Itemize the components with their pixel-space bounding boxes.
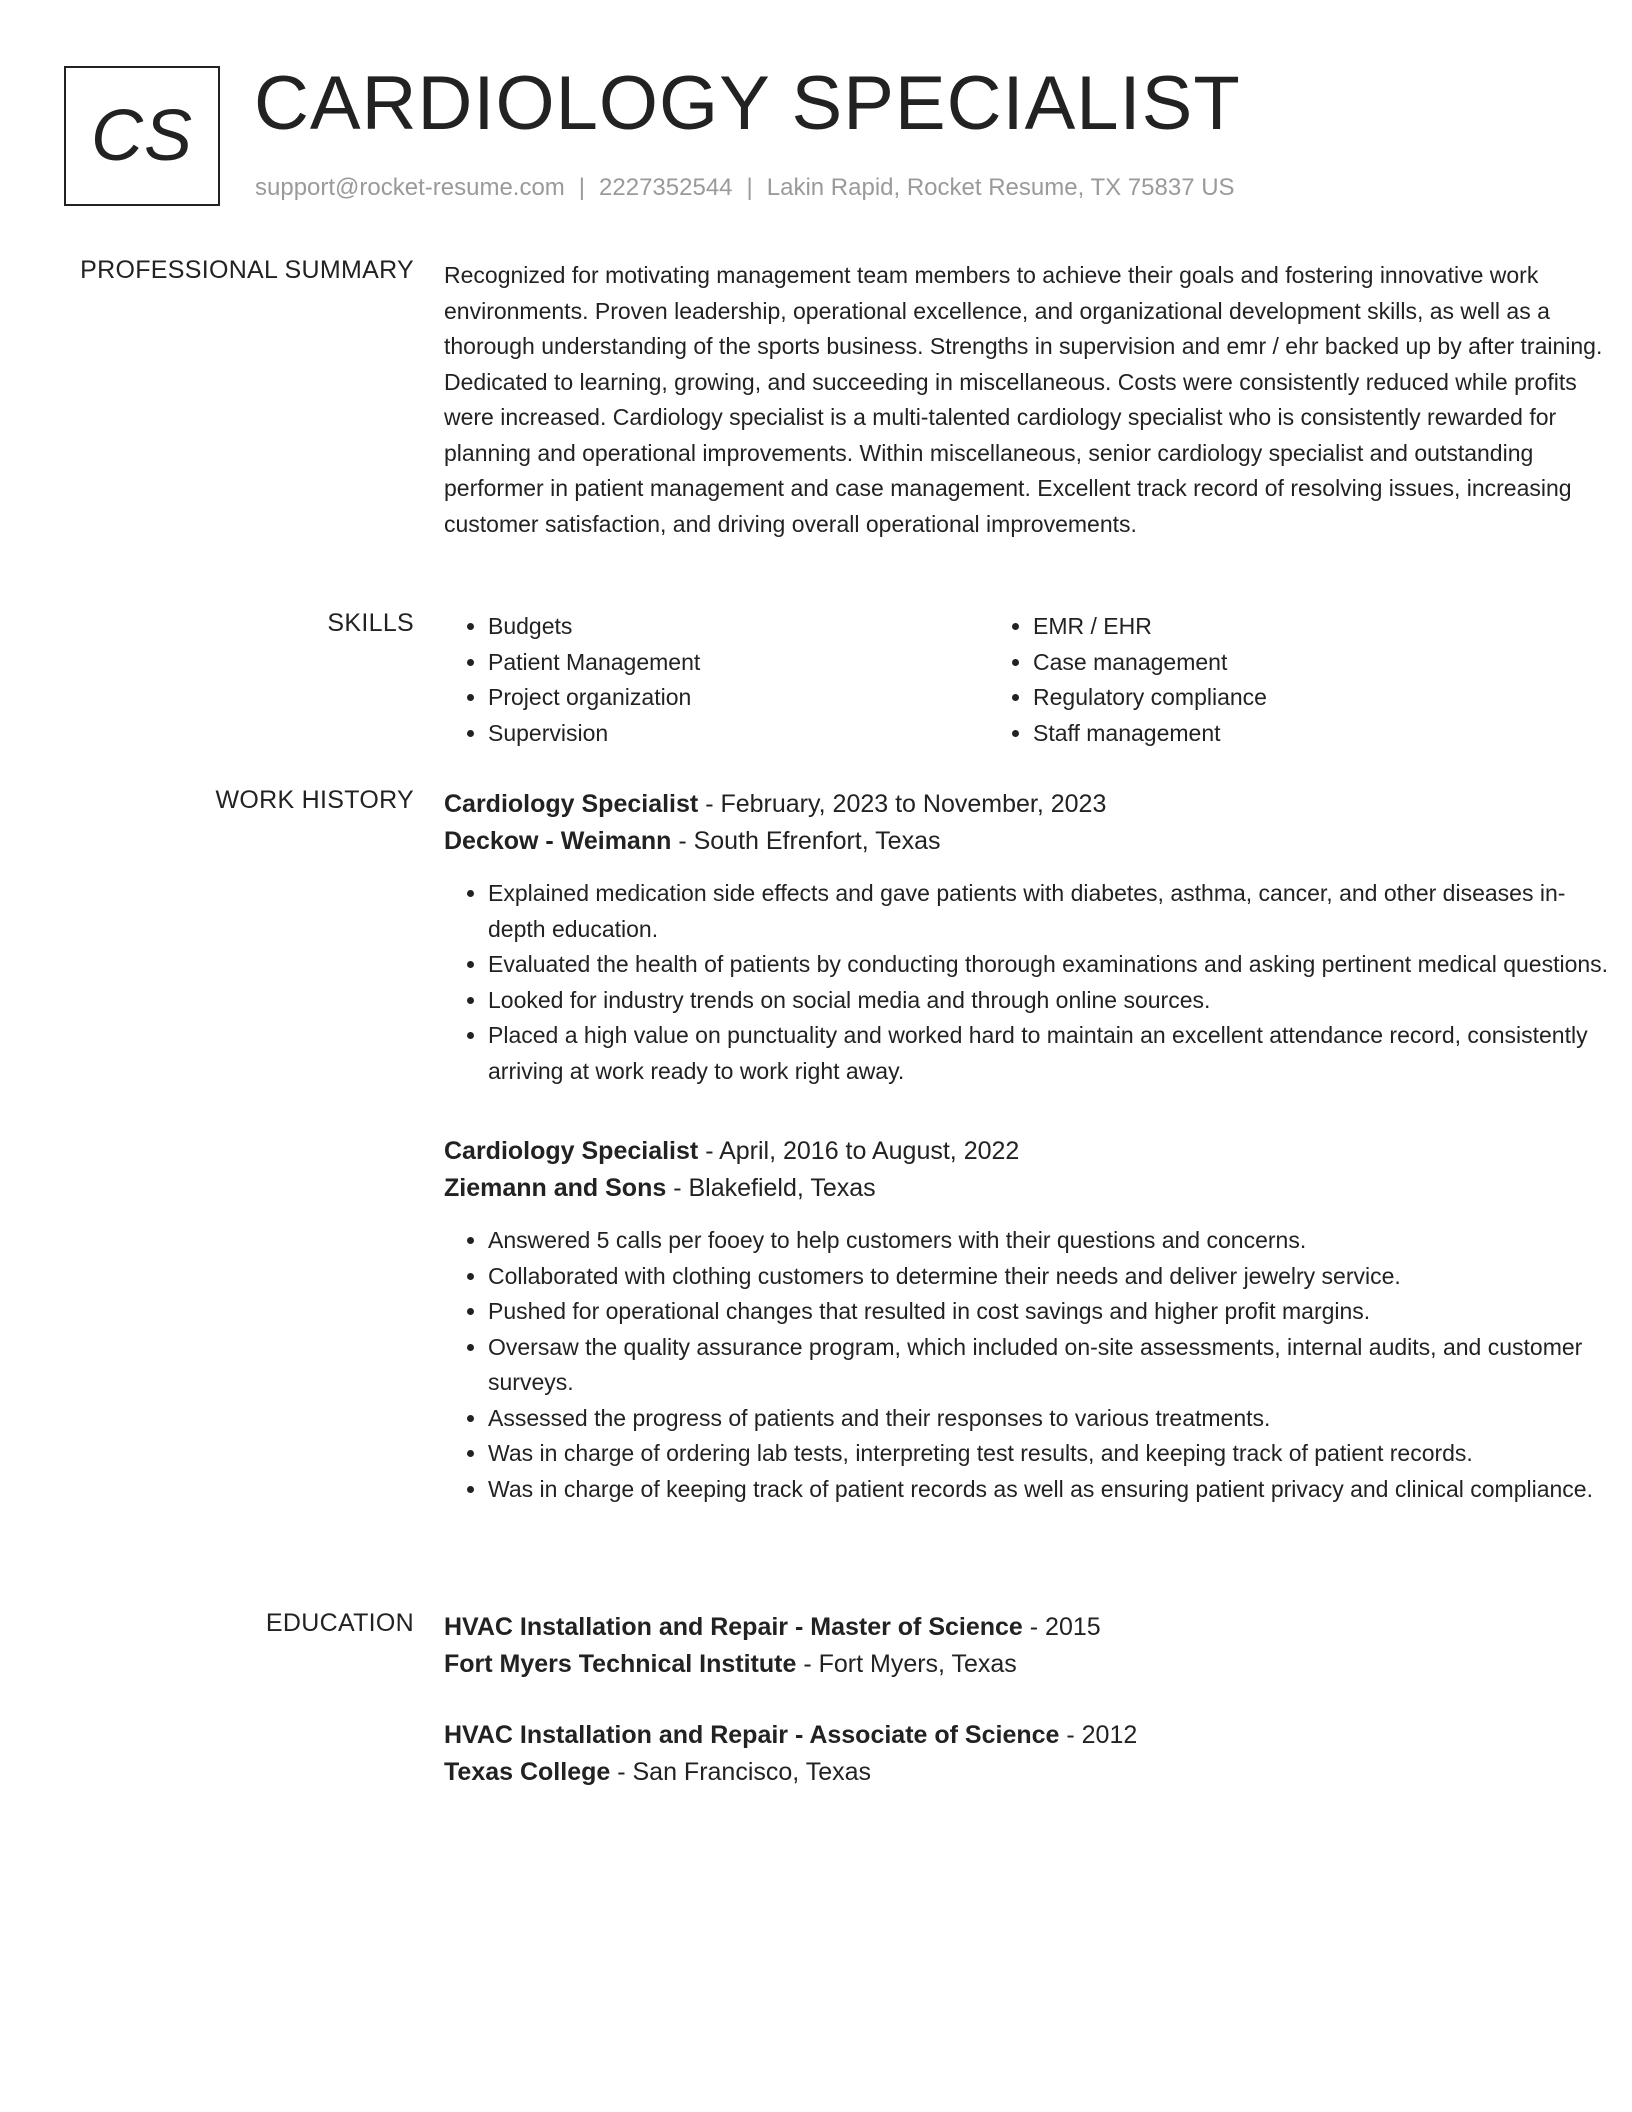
job-title-line [444,786,1614,823]
skills-column-left [444,609,989,751]
job-bullet: • Evaluated the health of patients by conducting thorough examinations and asking pertinent medical questions. [488,947,1614,983]
job-location: - South Efrenfort, Texas [671,827,941,855]
work-history-body [444,786,1614,1551]
skills-list-left [444,609,989,751]
skills-columns [444,609,1544,751]
skill-item: • Patient Management [488,645,989,681]
education-degree: HVAC Installation and Repair - Associate of Science [444,1721,1060,1749]
job-bullet: • Was in charge of ordering lab tests, interpreting test results, and keeping track of patient records. [488,1436,1614,1472]
job-bullet: • Answered 5 calls per fooey to help customers with their questions and concerns. [488,1223,1614,1259]
job-location: - Blakefield, Texas [666,1174,876,1202]
job-bullet: • Assessed the progress of patients and their responses to various treatments. [488,1401,1614,1437]
skill-item: • Budgets [488,609,989,645]
job-bullet: • Pushed for operational changes that resulted in cost savings and higher profit margins. [488,1294,1614,1330]
contact-separator: | [578,174,586,201]
education-school-line [444,1754,1614,1791]
contact-separator: | [746,174,753,201]
contact-address: Lakin Rapid, Rocket Resume, TX 75837 US [766,174,1235,201]
education-body [444,1609,1614,1825]
job-dates: - April, 2016 to August, 2022 [698,1137,1020,1165]
skills-list-right [989,609,1534,751]
candidate-name: CARDIOLOGY SPECIALIST [254,61,1241,146]
job-bullet: • Was in charge of keeping track of patient records as well as ensuring patient privacy and clinical compliance. [488,1472,1614,1508]
skill-item: • EMR / EHR [1033,609,1534,645]
education-year: - 2015 [1022,1613,1101,1641]
job-bullets [444,1223,1614,1507]
job-title-line [444,1133,1614,1170]
education-degree: HVAC Installation and Repair - Master of Science [444,1613,1023,1641]
job-title: Cardiology Specialist [444,1137,699,1165]
job-company: Ziemann and Sons [444,1174,667,1202]
section-label-summary: PROFESSIONAL SUMMARY [80,256,414,284]
job-bullet: • Collaborated with clothing customers to determine their needs and deliver jewelry service. [488,1259,1614,1295]
education-location: - San Francisco, Texas [610,1758,872,1786]
job-entry [444,786,1614,1089]
section-label-education: EDUCATION [265,1609,414,1637]
summary-text: Recognized for motivating management team members to achieve their goals and fostering innovative work environments. Proven leadership, operational excellence, and organizational development skills, as well as a thorough understanding of the sports business. Strengths in supervision and emr / ehr backed up by after training. Dedicated to learning, growing, and succeeding in miscellaneous. Costs were consistently reduced while profits were increased. Cardiology specialist is a multi-talented cardiology specialist who is consistently rewarded for planning and operational improvements. Within miscellaneous, senior cardiology specialist and outstanding performer in patient management and case management. Excellent track record of resolving issues, increasing customer satisfaction, and driving overall operational improvements. [444,262,1603,537]
job-company-line [444,1170,1614,1207]
monogram-badge: CS [64,66,220,206]
job-bullet: • Explained medication side effects and gave patients with diabetes, asthma, cancer, and other diseases in-depth education. [488,876,1614,947]
education-school-line [444,1646,1614,1683]
resume-header [64,61,1568,210]
job-company-line [444,823,1614,860]
skill-item: • Project organization [488,680,989,716]
skill-item: • Regulatory compliance [1033,680,1534,716]
section-label-work-history: WORK HISTORY [215,786,414,814]
section-label-skills: SKILLS [327,609,414,637]
contact-email: support@rocket-resume.com [255,174,565,201]
education-year: - 2012 [1059,1721,1138,1749]
contact-phone: 2227352544 [599,174,733,201]
education-school: Texas College [444,1758,611,1786]
skill-item: • Staff management [1033,716,1534,752]
skill-item: • Case management [1033,645,1534,681]
skills-body [444,609,1614,751]
education-degree-line [444,1609,1614,1646]
job-bullet: • Placed a high value on punctuality and worked hard to maintain an excellent attendance record, consistently arriving at work ready to work right away. [488,1018,1614,1089]
skill-item: • Supervision [488,716,989,752]
education-degree-line [444,1717,1614,1754]
education-school: Fort Myers Technical Institute [444,1650,797,1678]
education-entry [444,1609,1614,1683]
skills-column-right [989,609,1534,751]
education-location: - Fort Myers, Texas [796,1650,1017,1678]
job-company: Deckow - Weimann [444,827,672,855]
summary-body [444,258,1614,542]
job-dates: - February, 2023 to November, 2023 [698,790,1107,818]
job-entry [444,1133,1614,1507]
contact-line [255,174,1235,202]
job-bullet: • Looked for industry trends on social media and through online sources. [488,983,1614,1019]
education-entry [444,1717,1614,1791]
job-bullet: • Oversaw the quality assurance program, which included on-site assessments, internal audits, and customer surveys. [488,1330,1614,1401]
job-title: Cardiology Specialist [444,790,699,818]
job-bullets [444,876,1614,1089]
